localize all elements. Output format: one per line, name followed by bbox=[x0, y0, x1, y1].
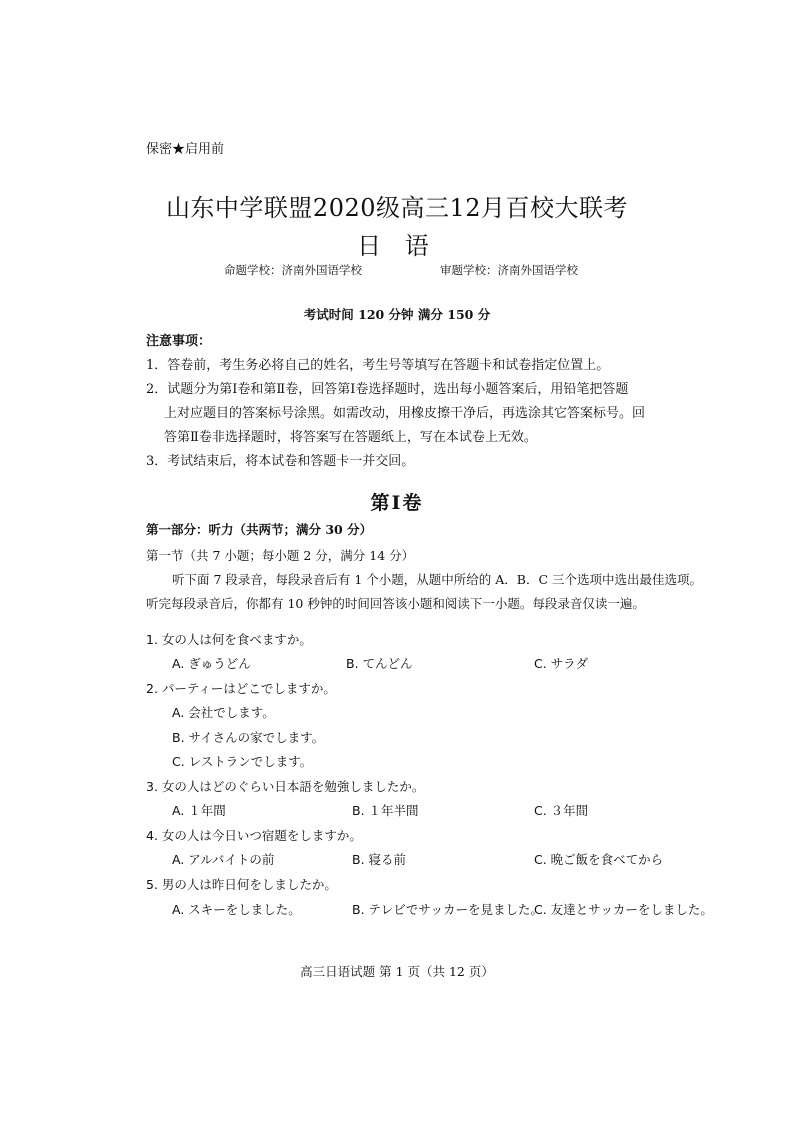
answer-option: C. ３年間 bbox=[534, 803, 589, 818]
answer-option: A. スキーをしました。 bbox=[172, 902, 301, 917]
page-footer: 高三日语试题 第 1 页（共 12 页） bbox=[300, 964, 494, 979]
answer-option: B. サイさんの家でします。 bbox=[172, 730, 325, 745]
note-line: 3．考试结束后，将本试卷和答题卡一并交回。 bbox=[146, 454, 415, 469]
question-stem: 3. 女の人はどのぐらい日本語を勉強しましたか。 bbox=[146, 779, 425, 794]
question-stem: 5. 男の人は昨日何をしましたか。 bbox=[146, 877, 337, 892]
answer-option: C. 晩ご飯を食べてから bbox=[534, 852, 664, 867]
part-title: 第一部分：听力（共两节；满分 30 分） bbox=[146, 522, 373, 537]
question-stem: 2. パーティーはどこでしますか。 bbox=[146, 681, 336, 696]
section-title: 第一节（共 7 小题；每小题 2 分，满分 14 分） bbox=[146, 548, 415, 563]
answer-option: B. 寝る前 bbox=[352, 852, 407, 867]
note-line: 1．答卷前，考生务必将自己的姓名，考生号等填写在答题卡和试卷指定位置上。 bbox=[146, 358, 610, 373]
setter-school: 命题学校：济南外国语学校 bbox=[224, 263, 362, 277]
answer-option: A. 会社でします。 bbox=[172, 705, 275, 720]
volume-title: 第Ⅰ卷 bbox=[370, 492, 424, 514]
exam-title: 山东中学联盟2020级高三12月百校大联考 bbox=[165, 194, 629, 222]
answer-option: C. レストランでします。 bbox=[172, 754, 313, 769]
reviewer-school: 审题学校：济南外国语学校 bbox=[440, 263, 578, 277]
answer-option: B. てんどん bbox=[346, 656, 413, 671]
answer-option: C. サラダ bbox=[534, 656, 589, 671]
answer-option: B. テレビでサッカーを見ました。 bbox=[352, 902, 544, 917]
instruction-line: 听完每段录音后，你都有 10 秒钟的时间回答该小题和阅读下一小题。每段录音仅读一遍。 bbox=[146, 596, 645, 611]
answer-option: B. １年半間 bbox=[352, 803, 419, 818]
note-line: 2．试题分为第Ⅰ卷和第Ⅱ卷，回答第Ⅰ卷选择题时，选出每小题答案后，用铅笔把答题 bbox=[146, 382, 629, 397]
question-stem: 1. 女の人は何を食べますか。 bbox=[146, 632, 312, 647]
instruction-line: 听下面 7 段录音，每段录音后有 1 个小题，从题中所给的 A．B．C 三个选项中选出最佳选项。 bbox=[172, 572, 703, 587]
question-stem: 4. 女の人は今日いつ宿題をしますか。 bbox=[146, 828, 362, 843]
secret-mark: 保密★启用前 bbox=[146, 142, 225, 157]
answer-option: A. ぎゅうどん bbox=[172, 656, 251, 671]
note-line: 上对应题目的答案标号涂黑。如需改动，用橡皮擦干净后，再选涂其它答案标号。回 bbox=[164, 406, 646, 421]
time-and-score: 考试时间 120 分钟 满分 150 分 bbox=[303, 307, 491, 322]
notes-heading: 注意事项： bbox=[146, 334, 212, 349]
answer-option: A. アルバイトの前 bbox=[172, 852, 275, 867]
note-line: 答第Ⅱ卷非选择题时，将答案写在答题纸上，写在本试卷上无效。 bbox=[164, 430, 537, 445]
answer-option: C. 友達とサッカーをしました。 bbox=[534, 902, 713, 917]
answer-option: A. １年間 bbox=[172, 803, 226, 818]
subject-title: 日 语 bbox=[357, 232, 437, 260]
